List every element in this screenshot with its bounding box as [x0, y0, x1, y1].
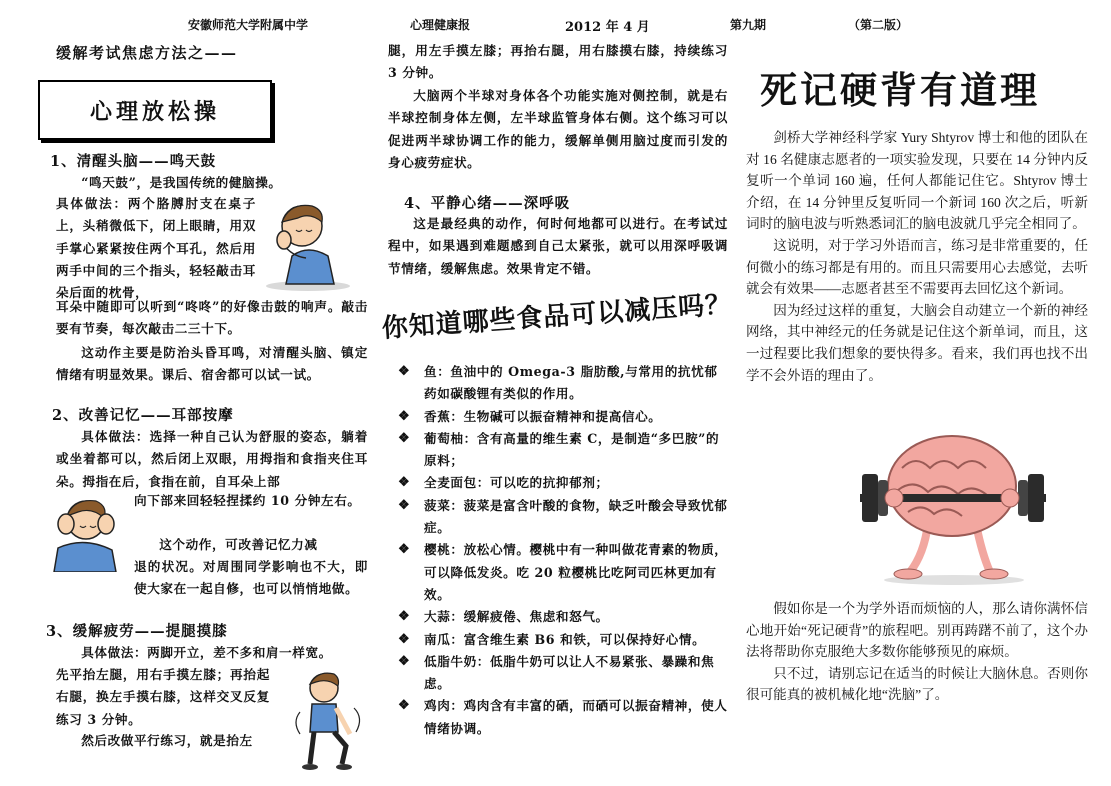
s1-p2a: 具体做法：两个胳膊肘支在桌子上，头稍微低下，闭上眼睛，用双手掌心紧紧按住两个耳孔，然后用两手中间的三个指头，轻轻敲击耳朵后面的枕骨， — [56, 196, 256, 301]
article-p3: 因为经过这样的重复，大脑会自动建立一个新的神经网络，其中神经元的任务就是记住这个新单词，而且，这一过程要比我们想象的要快得多。看来，我们再也找不出学不会外语的理由了。 — [746, 302, 1088, 383]
s1-p2b: 耳朵中随即可以听到“咚咚”的好像击鼓的响声。敲击要有节奏，每次敲击二三十下。 — [56, 299, 368, 337]
s3-p3: 然后改做平行练习，就是抬左 — [81, 733, 253, 748]
food-item-cherry: ❖ 樱桃：放松心情。樱桃中有一种叫做花青素的物质，可以降低发炎。吃 20 粒樱桃比吃阿司匹林更加有效。 — [398, 539, 730, 606]
food-item-pumpkin: ❖ 南瓜：富含维生素 B6 和铁，可以保持好心情。 — [398, 629, 730, 651]
section-2-p1a — [56, 426, 368, 493]
s3-p2: 先平抬左腿，用右手摸左膝；再抬起右腿，换左手摸右膝，这样交叉反复练习 3 分钟。 — [56, 667, 270, 727]
section-1-title: 1、清醒头脑——鸣天鼓 — [50, 153, 217, 170]
food-item-wholewheat-bread: ❖ 全麦面包：可以吃的抗抑郁剂； — [398, 472, 730, 494]
article-title: 死记硬背有道理 — [760, 68, 1040, 112]
section-1-p2a — [56, 193, 256, 304]
section-3-p1 — [56, 642, 356, 664]
food-list-container — [398, 361, 730, 740]
food-item-chicken: ❖ 鸡肉：鸡肉含有丰富的硒，而硒可以振奋精神，使人情绪协调。 — [398, 695, 730, 740]
food-item-banana: ❖ 香蕉：生物碱可以振奋精神和提高信心。 — [398, 406, 730, 428]
food-item-lowfat-milk: ❖ 低脂牛奶：低脂牛奶可以让人不易紧张、暴躁和焦虑。 — [398, 651, 730, 696]
food-item-fish: ❖ 鱼：鱼油中的 Omega-3 脂肪酸,与常用的抗忧郁药如碳酸锂有类似的作用。 — [398, 361, 730, 406]
thinking-boy-illustration — [262, 196, 354, 292]
box-title: 心理放松操 — [38, 80, 272, 140]
section-3-title: 3、缓解疲劳——提腿摸膝 — [46, 623, 228, 640]
section-3-p3 — [56, 730, 270, 752]
food-list — [398, 361, 730, 740]
section-4-title: 4、平静心绪——深呼吸 — [404, 195, 571, 212]
article-body-top — [746, 127, 1088, 386]
s1-p1: “鸣天鼓”，是我国传统的健脑操。 — [81, 175, 282, 190]
cont2: 大脑两个半球对身体各个功能实施对侧控制，就是右半球控制身体左侧，左半球监管身体右侧。这个练习可以促进两半球协调工作的能力，缓解单侧用脑过度而引发的身心疲劳症状。 — [388, 88, 728, 170]
food-section-title: 你知道哪些食品可以减压吗？ — [380, 289, 734, 345]
brain-dumbbell-illustration — [858, 424, 1048, 586]
food-item-grapefruit: ❖ 葡萄柚：含有高量的维生素 C，是制造“多巴胺”的原料； — [398, 428, 730, 473]
section-3-explanation — [388, 85, 728, 174]
section-3-p2 — [56, 664, 270, 731]
newspaper-name: 心理健康报 — [410, 18, 471, 32]
article-body-bottom — [746, 598, 1088, 706]
section-3-continued — [388, 40, 728, 85]
section-4-p — [388, 213, 728, 280]
school-name: 安徽师范大学附属中学 — [188, 18, 309, 32]
s2-p2b: 退的状况。对周围同学影响也不大，即使大家在一起自修，也可以悄悄地做。 — [134, 559, 368, 597]
cont1: 腿，用左手摸左膝；再抬右腿，用右膝摸右膝，持续练习 3 分钟。 — [388, 43, 728, 81]
s1-p3: 这动作主要是防治头昏耳鸣，对清醒头脑、镇定情绪有明显效果。课后、宿舍都可以试一试。 — [56, 345, 368, 383]
section-2-p1b — [134, 490, 368, 512]
s3-p1: 具体做法：两脚开立，差不多和肩一样宽。 — [81, 645, 332, 660]
knee-touch-boy-illustration — [288, 668, 376, 774]
article-p4: 假如你是一个为学外语而烦恼的人，那么请你满怀信心地开始“死记硬背”的旅程吧。别再踌躇不前了，这个办法将帮助你克服绝大多数你能够预见的麻烦。 — [746, 601, 1088, 660]
section-1-p3 — [56, 342, 368, 387]
section-2-title: 2、改善记忆——耳部按摩 — [52, 407, 234, 424]
article-p1: 剑桥大学神经科学家 Yury Shtyrov 博士和他的团队在对 16 名健康志愿者的一项实验发现，只要在 14 分钟内反复听一个单词 160 遍，任何人都能记住它。Shtyrov 博士介绍，在 14 分钟里反复听同一个新词 160 次之后，听新词时的脑电波与听熟悉词汇的脑电波就几乎完全相同了。 — [746, 130, 1088, 232]
section-kicker: 缓解考试焦虑方法之—— — [56, 44, 238, 62]
section-2-p2a — [134, 534, 368, 556]
issue-number: 第九期 — [730, 18, 767, 32]
food-item-garlic: ❖ 大蒜：缓解疲倦、焦虑和怒气。 — [398, 606, 730, 628]
s2-p2a: 这个动作，可改善记忆力减 — [159, 537, 318, 552]
ear-massage-boy-illustration — [44, 492, 130, 572]
section-1-p2b — [56, 296, 368, 341]
article-p5: 只不过，请别忘记在适当的时候让大脑休息。否则你很可能真的被机械化地“洗脑”了。 — [746, 665, 1088, 703]
issue-date: 2012 年 4 月 — [565, 20, 650, 35]
s4-p: 这是最经典的动作，何时何地都可以进行。在考试过程中，如果遇到难题感到自己太紧张，就可以用深呼吸调节情绪，缓解焦虑。效果肯定不错。 — [388, 216, 728, 276]
s2-p1b: 向下部来回轻轻捏揉约 10 分钟左右。 — [134, 493, 361, 508]
article-p2: 这说明，对于学习外语而言，练习是非常重要的，任何微小的练习都是有用的。而且只需要用心去感觉，去听就会有效果——志愿者甚至不需要再去回忆这个新词。 — [746, 237, 1088, 297]
edition-label: （第二版） — [848, 18, 909, 32]
section-1-p1 — [56, 172, 356, 194]
s2-p1a: 具体做法：选择一种自己认为舒服的姿态，躺着或坐着都可以，然后闭上双眼，用拇指和食指夹住耳朵。拇指在后，食指在前，自耳朵上部 — [56, 429, 368, 489]
food-item-spinach: ❖ 菠菜：菠菜是富含叶酸的食物，缺乏叶酸会导致忧郁症。 — [398, 495, 730, 540]
